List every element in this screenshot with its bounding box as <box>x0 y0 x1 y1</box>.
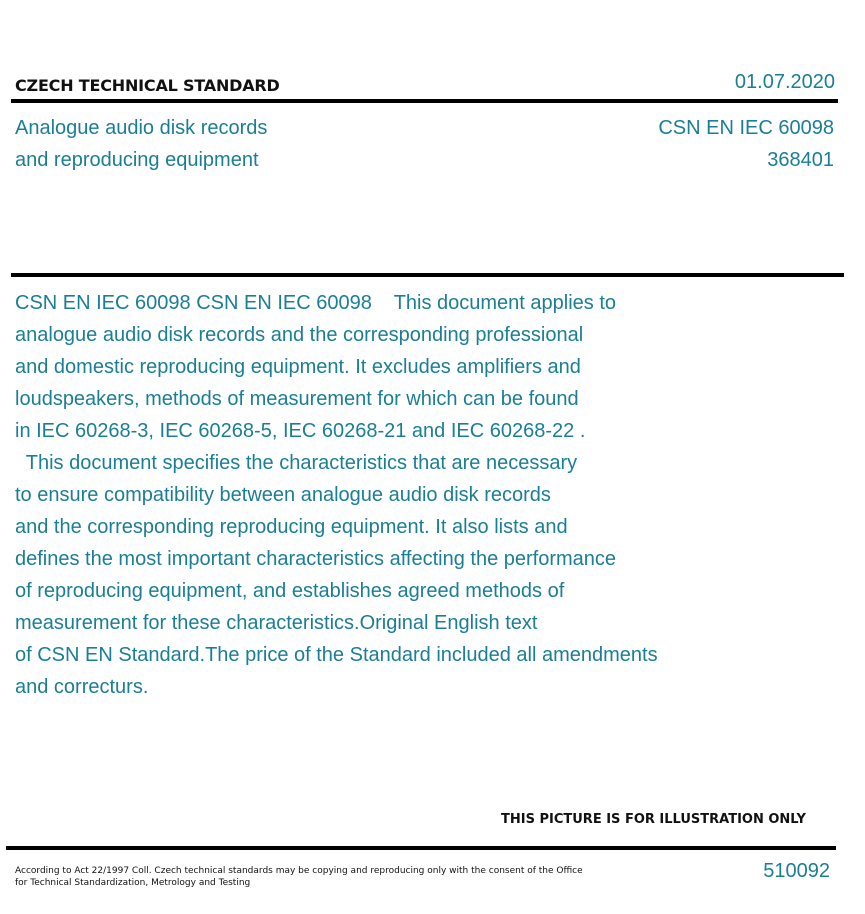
footnote-line: According to Act 22/1997 Coll. Czech technical standards may be copying and reproducing only with the consent of the Office <box>15 866 583 876</box>
abstract-line: defines the most important characteristics affecting the performance <box>15 548 617 570</box>
abstract-line: and correcturs. <box>15 676 149 698</box>
abstract-text <box>15 287 735 703</box>
abstract-line: loudspeakers, methods of measurement for which can be found <box>15 388 579 410</box>
abstract-line: CSN EN IEC 60098 CSN EN IEC 60098 This document applies to <box>15 292 617 314</box>
standard-code: CSN EN IEC 60098 <box>658 117 834 139</box>
section-divider <box>11 273 844 277</box>
standard-type-label: CZECH TECHNICAL STANDARD <box>15 76 280 95</box>
title-line-2: and reproducing equipment <box>15 149 259 171</box>
abstract-line: to ensure compatibility between analogue audio disk records <box>15 484 551 506</box>
title-line-1: Analogue audio disk records <box>15 117 268 139</box>
footer-code: 510092 <box>763 860 830 882</box>
abstract-line: in IEC 60268-3, IEC 60268-5, IEC 60268-21 and IEC 60268-22 . <box>15 420 586 442</box>
abstract-line: and the corresponding reproducing equipment. It also lists and <box>15 516 568 538</box>
header-divider <box>11 99 838 103</box>
abstract-line: This document specifies the characteristics that are necessary <box>15 452 578 474</box>
abstract-line: analogue audio disk records and the corresponding professional <box>15 324 584 346</box>
footer-divider <box>6 846 836 850</box>
abstract-line: measurement for these characteristics.Original English text <box>15 612 538 634</box>
abstract-line: of reproducing equipment, and establishes agreed methods of <box>15 580 565 602</box>
abstract-line: and domestic reproducing equipment. It excludes amplifiers and <box>15 356 581 378</box>
legal-footnote <box>15 865 615 889</box>
illustration-note: THIS PICTURE IS FOR ILLUSTRATION ONLY <box>501 812 806 827</box>
class-number: 368401 <box>767 149 834 171</box>
footnote-line: for Technical Standardization, Metrology and Testing <box>15 878 251 888</box>
abstract-line: of CSN EN Standard.The price of the Standard included all amendments <box>15 644 658 666</box>
publication-date: 01.07.2020 <box>734 71 835 93</box>
